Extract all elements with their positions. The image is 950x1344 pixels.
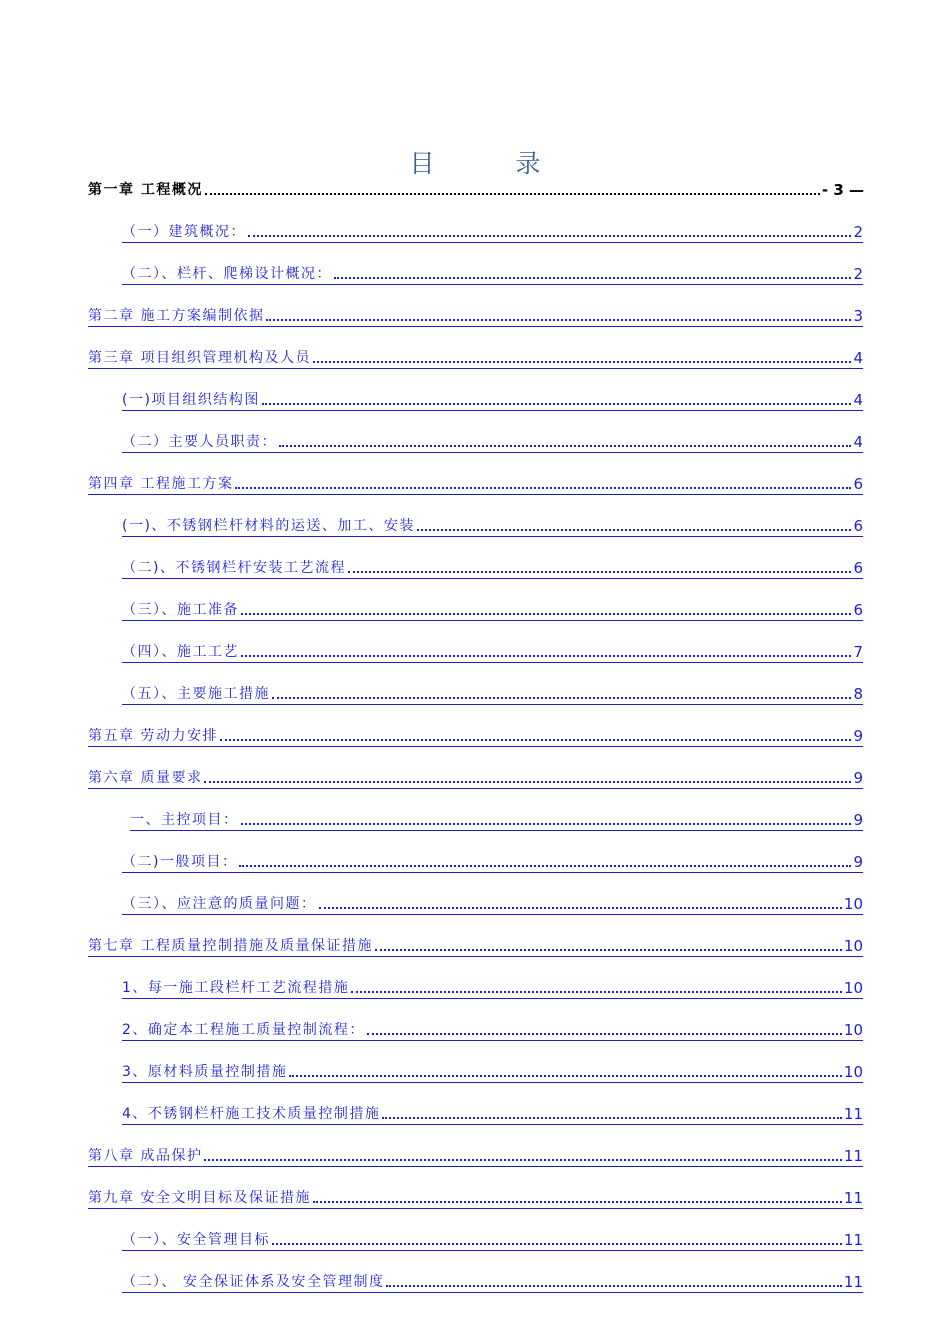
toc-leader-dots xyxy=(272,1242,842,1245)
toc-leader-dots xyxy=(351,990,841,993)
toc-leader-dots xyxy=(367,1032,842,1035)
toc-leader-dots xyxy=(204,1158,841,1161)
toc-leader-dots xyxy=(417,528,852,531)
toc-leader-dots xyxy=(279,444,851,447)
toc-leader-dots xyxy=(204,780,851,783)
toc-entry-page: 10 xyxy=(843,1021,863,1039)
toc-entry-page: 2 xyxy=(853,223,863,241)
toc-entry-label: 2、确定本工程施工质量控制流程： xyxy=(122,1022,365,1038)
toc-entry-label: （三）、应注意的质量问题： xyxy=(122,896,317,912)
toc-entry-page: 9 xyxy=(853,853,863,871)
toc-leader-dots xyxy=(375,948,842,951)
toc-entry-page: 6 xyxy=(853,517,863,535)
toc-entry-page: 9 xyxy=(853,727,863,745)
toc-entry-label: （二)、不锈钢栏杆安装工艺流程 xyxy=(122,560,346,576)
toc-entry-label: （三）、施工准备 xyxy=(122,602,239,618)
toc-entry-chapter-3[interactable] xyxy=(88,344,863,369)
toc-leader-dots xyxy=(241,612,851,615)
toc-entry-page: 8 xyxy=(853,685,863,703)
toc-entry-4-1[interactable] xyxy=(122,512,863,537)
toc-entry-4-4[interactable] xyxy=(122,638,863,663)
toc-leader-dots xyxy=(266,318,851,321)
toc-entry-chapter-8[interactable] xyxy=(88,1142,863,1167)
toc-leader-dots xyxy=(239,864,851,867)
toc-entry-label: 3、原材料质量控制措施 xyxy=(122,1064,288,1080)
toc-leader-dots xyxy=(289,1074,841,1077)
toc-entry-page: 2 xyxy=(853,265,863,283)
toc-leader-dots xyxy=(241,822,852,825)
toc-entry-9-2[interactable] xyxy=(122,1268,863,1293)
toc-title: 目 录 xyxy=(409,149,569,178)
toc-entry-7-3[interactable] xyxy=(122,1058,863,1083)
toc-entry-page: 6 xyxy=(853,559,863,577)
toc-entry-page: 9 xyxy=(853,769,863,787)
toc-entry-label: 第二章 施工方案编制依据 xyxy=(88,308,265,324)
toc-entry-page: 3 xyxy=(853,307,863,325)
toc-entry-page: - 3 — xyxy=(821,181,864,199)
toc-entry-label: 第五章 劳动力安排 xyxy=(88,728,218,744)
toc-entry-chapter-1[interactable] xyxy=(88,176,864,200)
toc-entry-label: 第一章 工程概况 xyxy=(88,182,203,198)
toc-leader-dots xyxy=(235,486,851,489)
toc-leader-dots xyxy=(262,402,852,405)
toc-entry-6-2[interactable] xyxy=(122,848,863,873)
toc-entry-page: 11 xyxy=(843,1231,863,1249)
toc-entry-label: 第八章 成品保护 xyxy=(88,1148,203,1164)
toc-entry-label: 1、每一施工段栏杆工艺流程措施 xyxy=(122,980,350,996)
toc-entry-4-2[interactable] xyxy=(122,554,863,579)
toc-entry-page: 4 xyxy=(853,349,863,367)
toc-leader-dots xyxy=(220,738,852,741)
toc-entry-7-2[interactable] xyxy=(122,1016,863,1041)
toc-entry-label: 第九章 安全文明目标及保证措施 xyxy=(88,1190,311,1206)
toc-entry-4-3[interactable] xyxy=(122,596,863,621)
toc-leader-dots xyxy=(205,192,820,195)
toc-entry-label: （二)一般项目： xyxy=(122,854,238,870)
toc-entry-chapter-2[interactable] xyxy=(88,302,863,327)
toc-entry-chapter-4[interactable] xyxy=(88,470,863,495)
toc-entry-6-3[interactable] xyxy=(122,890,863,915)
toc-entry-page: 10 xyxy=(843,979,863,997)
toc-entry-chapter-7[interactable] xyxy=(88,932,863,957)
toc-entry-label: （一）建筑概况： xyxy=(122,224,246,240)
toc-leader-dots xyxy=(319,906,842,909)
toc-leader-dots xyxy=(334,276,851,279)
toc-leader-dots xyxy=(313,360,852,363)
toc-entry-page: 10 xyxy=(843,937,863,955)
toc-entry-4-5[interactable] xyxy=(122,680,863,705)
toc-entry-label: (一)、不锈钢栏杆材料的运送、加工、安装 xyxy=(122,518,415,534)
toc-entry-chapter-6[interactable] xyxy=(88,764,863,789)
toc-entry-page: 9 xyxy=(853,811,863,829)
toc-leader-dots xyxy=(386,1284,841,1287)
toc-entry-7-1[interactable] xyxy=(122,974,863,999)
toc-entry-label: (一)项目组织结构图 xyxy=(122,392,260,408)
toc-entry-page: 7 xyxy=(853,643,863,661)
toc-leader-dots xyxy=(348,570,851,573)
toc-entry-1-1[interactable] xyxy=(122,218,863,243)
toc-entry-page: 11 xyxy=(843,1189,863,1207)
toc-leader-dots xyxy=(248,234,851,237)
toc-entry-label: （一）、安全管理目标 xyxy=(122,1232,270,1248)
toc-entry-page: 11 xyxy=(843,1273,863,1291)
toc-entry-label: （二）主要人员职责： xyxy=(122,434,277,450)
toc-entry-label: 第四章 工程施工方案 xyxy=(88,476,234,492)
toc-entry-page: 4 xyxy=(853,433,863,451)
toc-entry-1-2[interactable] xyxy=(122,260,863,285)
toc-entry-label: （二）、栏杆、爬梯设计概况： xyxy=(122,266,332,282)
toc-entry-label: 第三章 项目组织管理机构及人员 xyxy=(88,350,311,366)
toc-entry-chapter-9[interactable] xyxy=(88,1184,863,1209)
toc-entry-label: 第七章 工程质量控制措施及质量保证措施 xyxy=(88,938,373,954)
toc-entry-6-1[interactable] xyxy=(130,806,863,831)
toc-entry-label: 第六章 质量要求 xyxy=(88,770,203,786)
toc-entry-page: 10 xyxy=(843,895,863,913)
toc-entry-label: 4、不锈钢栏杆施工技术质量控制措施 xyxy=(122,1106,381,1122)
toc-leader-dots xyxy=(241,654,851,657)
toc-entry-page: 11 xyxy=(843,1147,863,1165)
toc-entry-label: （五）、主要施工措施 xyxy=(122,686,270,702)
toc-entry-chapter-5[interactable] xyxy=(88,722,863,747)
toc-leader-dots xyxy=(272,696,851,699)
toc-entry-3-2[interactable] xyxy=(122,428,863,453)
toc-leader-dots xyxy=(313,1200,842,1203)
toc-entry-page: 6 xyxy=(853,601,863,619)
toc-entry-3-1[interactable] xyxy=(122,386,863,411)
toc-entry-page: 6 xyxy=(853,475,863,493)
toc-entry-page: 10 xyxy=(843,1063,863,1081)
toc-entry-label: （四）、施工工艺 xyxy=(122,644,239,660)
toc-entry-page: 4 xyxy=(853,391,863,409)
toc-entry-label: （二）、 安全保证体系及安全管理制度 xyxy=(122,1274,385,1290)
toc-entry-page: 11 xyxy=(843,1105,863,1123)
toc-entry-9-1[interactable] xyxy=(122,1226,863,1251)
toc-entry-label: 一、主控项目： xyxy=(130,812,239,828)
toc-entry-7-4[interactable] xyxy=(122,1100,863,1125)
toc-leader-dots xyxy=(382,1116,842,1119)
